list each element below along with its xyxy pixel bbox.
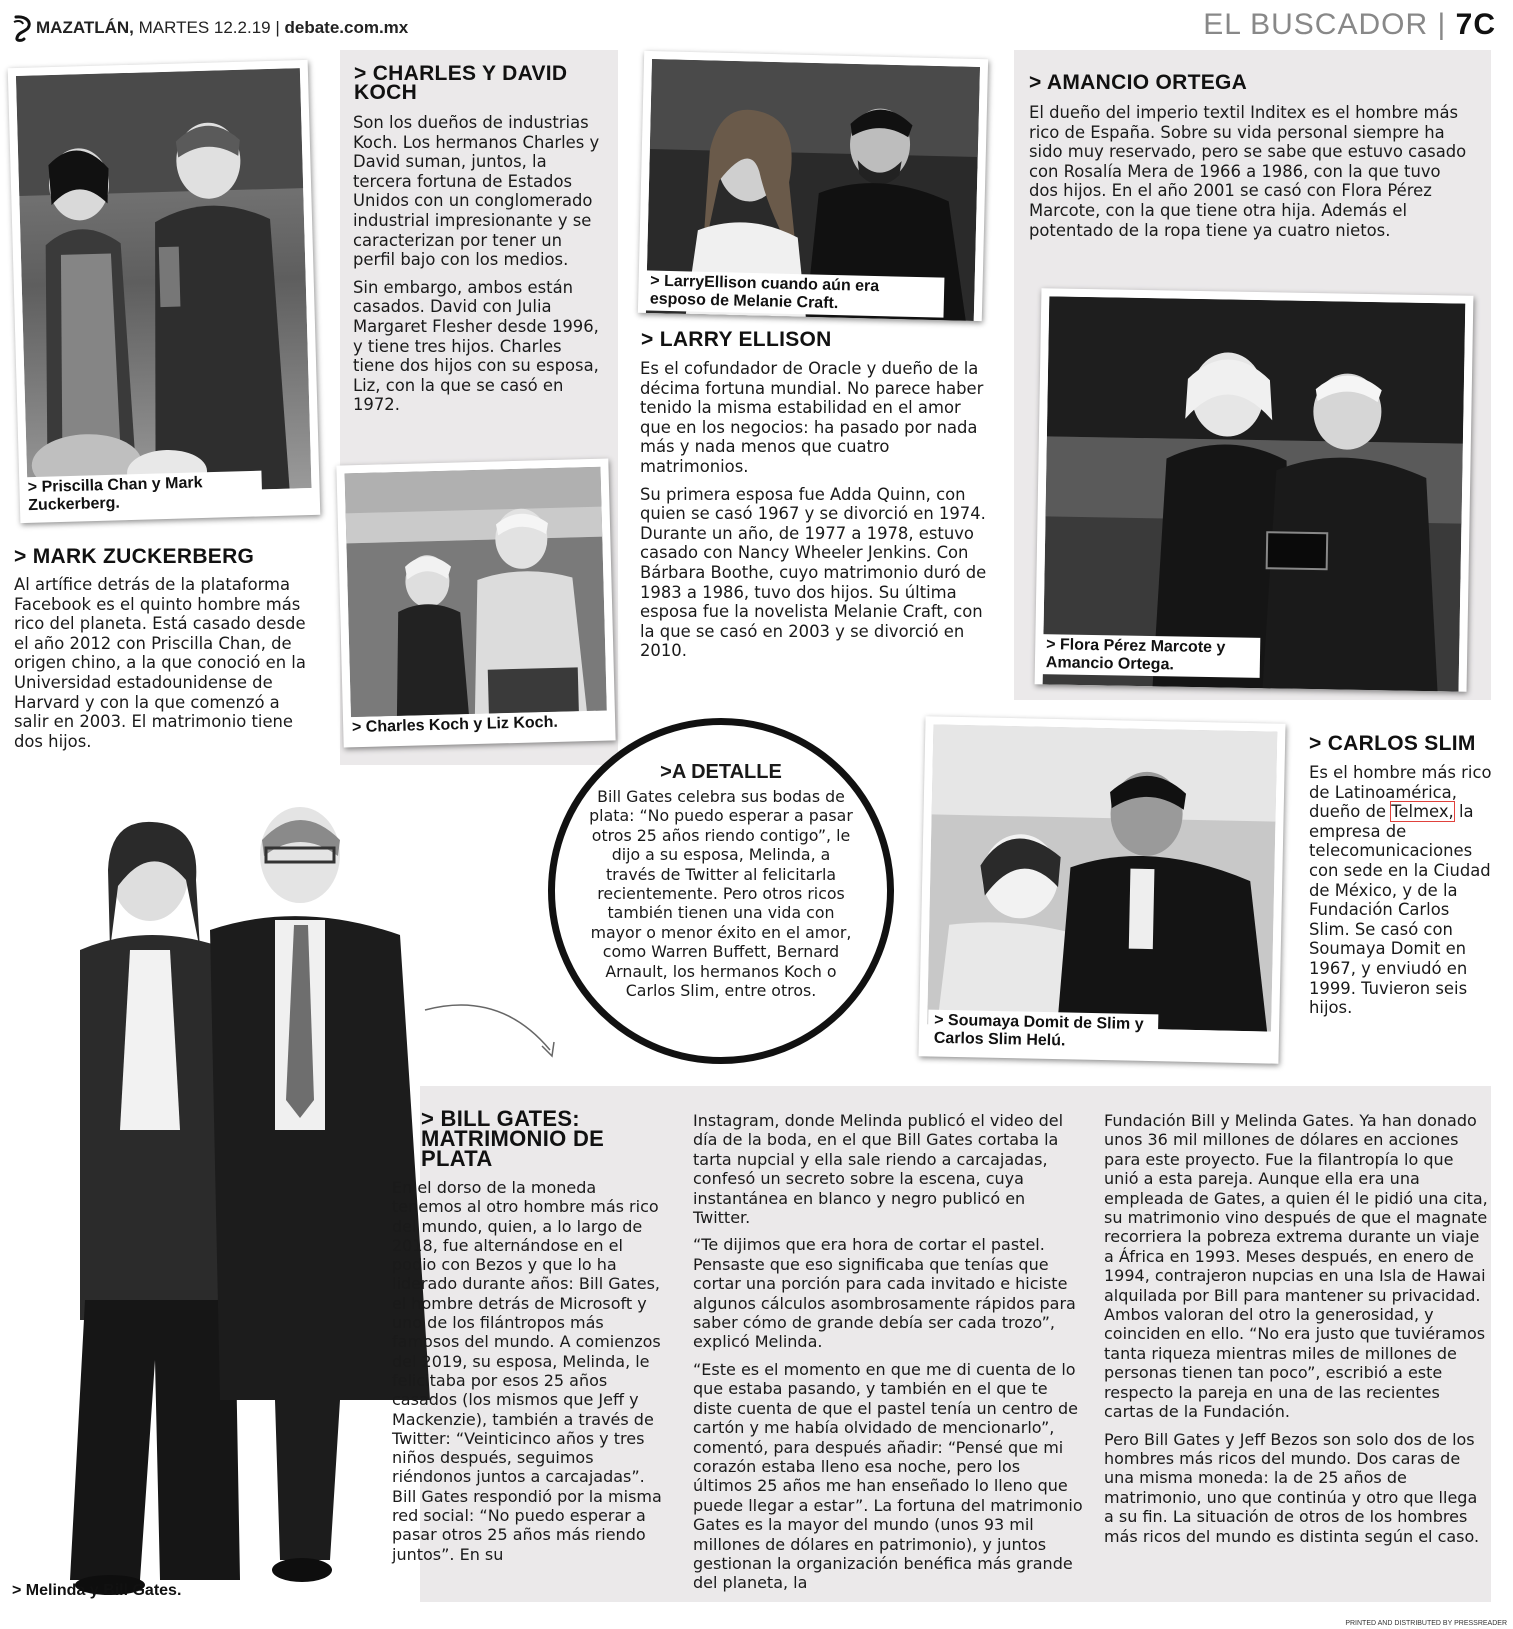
zuckerberg-paragraph: Al artífice detrás de la plataforma Facebook es el quinto hombre más rico del planeta. Está casado desde el año 2012 con Priscilla Chan, de origen chino, a la que conoció en la Universidad estadounidense de Harvard y con la que comenzó a salir en 2003. El matrimonio tiene dos hijos. <box>14 575 306 751</box>
detalle-title: >A DETALLE <box>660 761 782 783</box>
detalle-circle <box>548 718 894 1064</box>
page-number: 7C <box>1455 8 1496 41</box>
gates-col3-paragraph-2: Pero Bill Gates y Jeff Bezos son solo dos de los hombres más ricos del mundo. Dos caras de una misma moneda: la de 25 años de matrimonio, uno que continúa y otro que llega a su fin. La situación de otros de los hombres más ricos del mundo es distinta según el caso. <box>1104 1429 1480 1546</box>
gates-col2-paragraph-1: Instagram, donde Melinda publicó el video del día de la boda, en el que Bill Gates cortaba la tarta nupcial y ella sale riendo a carcajadas, confesó un secreto sobre la escena, cuya instantánea en blanco y negro publicó en Twitter. <box>693 1111 1064 1228</box>
gates-col3-paragraph-1: Fundación Bill y Melinda Gates. Ya han donado unos 36 mil millones de dólares en acciones para este proyecto. Fue la filantropía lo que unió a esta pareja. Aunque ella era una empleada de Gates, a quien él le pidió una cita, su matrimonio vino después de que el magnate recorriera la pobreza extrema durante un viaje a África en 1993. Meses después, en enero de 1994, contrajeron nupcias en una Isla de Hawai alquilada por Bill para mantener su privacidad. Ambos valoran del otro la generosidad, y coinciden en ello. “No era justo que tuviéramos tanta riqueza mientras miles de millones de personas tienen tan poco”, escribió a este respecto la pareja en una de las recientes cartas de la Fundación. <box>1104 1111 1488 1422</box>
header-separator: | <box>275 18 285 37</box>
slim-body-after: la empresa de telecomunicaciones con sede en la Ciudad de México, y de la Fundación Carlos Slim. Se casó con Soumaya Domit en 1967, y enviudó en 1999. Tuvieron seis hijos. <box>1309 802 1491 1018</box>
zuckerberg-title: > MARK ZUCKERBERG <box>14 545 255 568</box>
header-section <box>1203 8 1496 42</box>
slim-title: > CARLOS SLIM <box>1309 732 1476 755</box>
detalle-body: Bill Gates celebra sus bodas de plata: “No puedo esperar a pasar otros 25 años riendo contigo”, le dijo a su esposa, Melinda, a través de Twitter al felicitarla recientemente. Pero otros ricos también tienen una vida con mayor o menor éxito en el amor, como Warren Buffett, Bernard Arnault, los hermanos Koch o Carlos Slim, entre otros. <box>589 787 853 1001</box>
slim-body-before: Es el hombre más rico de Latinoamérica, dueño de <box>1309 763 1492 822</box>
arrow-icon <box>420 990 570 1070</box>
gates-title: > BILL GATES: MATRIMONIO DE PLATA <box>421 1106 605 1171</box>
header-site: debate.com.mx <box>284 18 409 37</box>
ortega-photo-card <box>1035 288 1474 691</box>
gates-col2-paragraph-3: “Este es el momento en que me di cuenta de lo que estaba pasando, y también en el que te diste cuenta de que el pastel tenía un centro de cartón y me había olvidado de mencionarlo”, comentó, para después añadir: “Pensé que mi corazón estaba lleno esa noche, pero los últimos 25 años me han enseñado lo lleno que puede llegar a estar”. La fortuna del matrimonio Gates es la mayor del mundo (unos 93 mil millones de dólares en patrimonio), y juntos gestionan la organización benéfica más grande del planeta, la <box>693 1359 1083 1593</box>
koch-body <box>353 113 608 423</box>
gates-col1-paragraph: En el dorso de la moneda tenemos al otro hombre más rico del mundo, quien, a lo largo de 2018, fue alternándose en el podio con Bezos y que lo ha liderado durante años: Bill Gates, el hombre detrás de Microsoft y uno de los filántropos más famosos del mundo. A comienzos del 2019, su esposa, Melinda, le felicitaba por esos 25 años casados (los mismos que Jeff y Mackenzie), también a través de Twitter: “Veinticinco años y tres niños después, seguimos riéndonos juntos a carcajadas”. Bill Gates respondió por la misma red social: “No puedo esperar a pasar otros 25 años más riendo juntos”. En su <box>392 1178 662 1564</box>
ellison-caption: > LarryEllison cuando aún era esposo de Melanie Craft. <box>644 270 945 317</box>
ellison-paragraph-1: Es el cofundador de Oracle y dueño de la décima fortuna mundial. No parece haber tenido la misma estabilidad en el amor que en los negocios: ha pasado por nada más y nada menos que cuatro matrimonios. <box>640 359 984 476</box>
koch-paragraph-1: Son los dueños de industrias Koch. Los hermanos Charles y David suman, juntos, la tercera fortuna de Estados Unidos con un conglomerado industrial impresionante y se caracterizan por tener un perfil bajo con los medios. <box>353 113 600 270</box>
ortega-title: > AMANCIO ORTEGA <box>1029 71 1248 94</box>
ellison-body <box>640 359 990 669</box>
zuckerberg-body <box>14 575 316 759</box>
debate-logo-icon <box>12 14 34 42</box>
pressreader-note: PRINTED AND DISTRIBUTED BY PRESSREADER <box>1345 1620 1507 1627</box>
gates-col2 <box>693 1111 1083 1601</box>
zuckerberg-photo <box>16 68 312 496</box>
gates-col2-paragraph-2: “Te dijimos que era hora de cortar el pastel. Pensaste que eso significaba que tenías que cortar una porción para cada invitado e hiciste algunos cálculos asombrosamente rápidos para saber cómo de grande debía ser cada trozo”, explicó Melinda. <box>693 1235 1076 1352</box>
gates-col1 <box>392 1178 670 1572</box>
slim-photo <box>927 724 1277 1031</box>
section-name: EL BUSCADOR <box>1203 8 1429 41</box>
zuckerberg-caption: > Priscilla Chan y Mark Zuckerberg. <box>21 471 262 518</box>
koch-photo <box>345 467 607 718</box>
ortega-paragraph: El dueño del imperio textil Inditex es el hombre más rico de España. Sobre su vida personal siempre ha sido muy reservado, pero se sabe que estuvo casado con Rosalía Mera de 1966 a 1986, con la que tuvo dos hijos. En el año 2001 se casó con Flora Pérez Marcote, con la que tiene otra hija. Además el potentado de la ropa tiene ya cuatro nietos. <box>1029 103 1467 240</box>
gates-photo <box>40 800 440 1600</box>
ellison-paragraph-2: Su primera esposa fue Adda Quinn, con quien se casó 1967 y se divorció en 1974. Durante un año, de 1977 a 1978, estuvo casado con Nancy Wheeler Jenkins. Con Bárbara Boothe, cuyo matrimonio duró de 1983 a 1986, tuvo dos hijos. Su última esposa fue la novelista Melanie Craft, con la que se casó en 2003 y se divorció en 2010. <box>640 484 987 661</box>
page-header <box>12 8 1502 48</box>
slim-body <box>1309 763 1493 1026</box>
ortega-caption: > Flora Pérez Marcote y Amancio Ortega. <box>1040 634 1261 678</box>
slim-paragraph <box>1309 763 1493 1018</box>
gates-caption: > Melinda y Bill Gates. <box>12 1582 182 1599</box>
header-dateline <box>36 18 408 38</box>
koch-caption: > Charles Koch y Liz Koch. <box>346 711 596 740</box>
zuckerberg-photo-card <box>8 60 321 523</box>
koch-title: > CHARLES Y DAVID KOCH <box>354 62 568 104</box>
koch-paragraph-2: Sin embargo, ambos están casados. David con Julia Margaret Flesher desde 1996, y tiene tres hijos. Charles tiene dos hijos con su esposa, Liz, con la que se casó en 1972. <box>353 277 599 415</box>
header-city: MAZATLÁN, <box>36 18 134 37</box>
koch-photo-card <box>336 458 615 747</box>
header-date: MARTES 12.2.19 <box>138 18 271 37</box>
ortega-photo <box>1043 296 1466 691</box>
ortega-body <box>1029 103 1474 248</box>
section-separator: | <box>1437 8 1456 41</box>
telmex-highlight: Telmex, <box>1391 802 1454 822</box>
ellison-title: > LARRY ELLISON <box>641 328 832 351</box>
slim-caption: > Soumaya Domit de Slim y Carlos Slim Helú. <box>928 1010 1159 1055</box>
gates-col3 <box>1104 1111 1488 1554</box>
